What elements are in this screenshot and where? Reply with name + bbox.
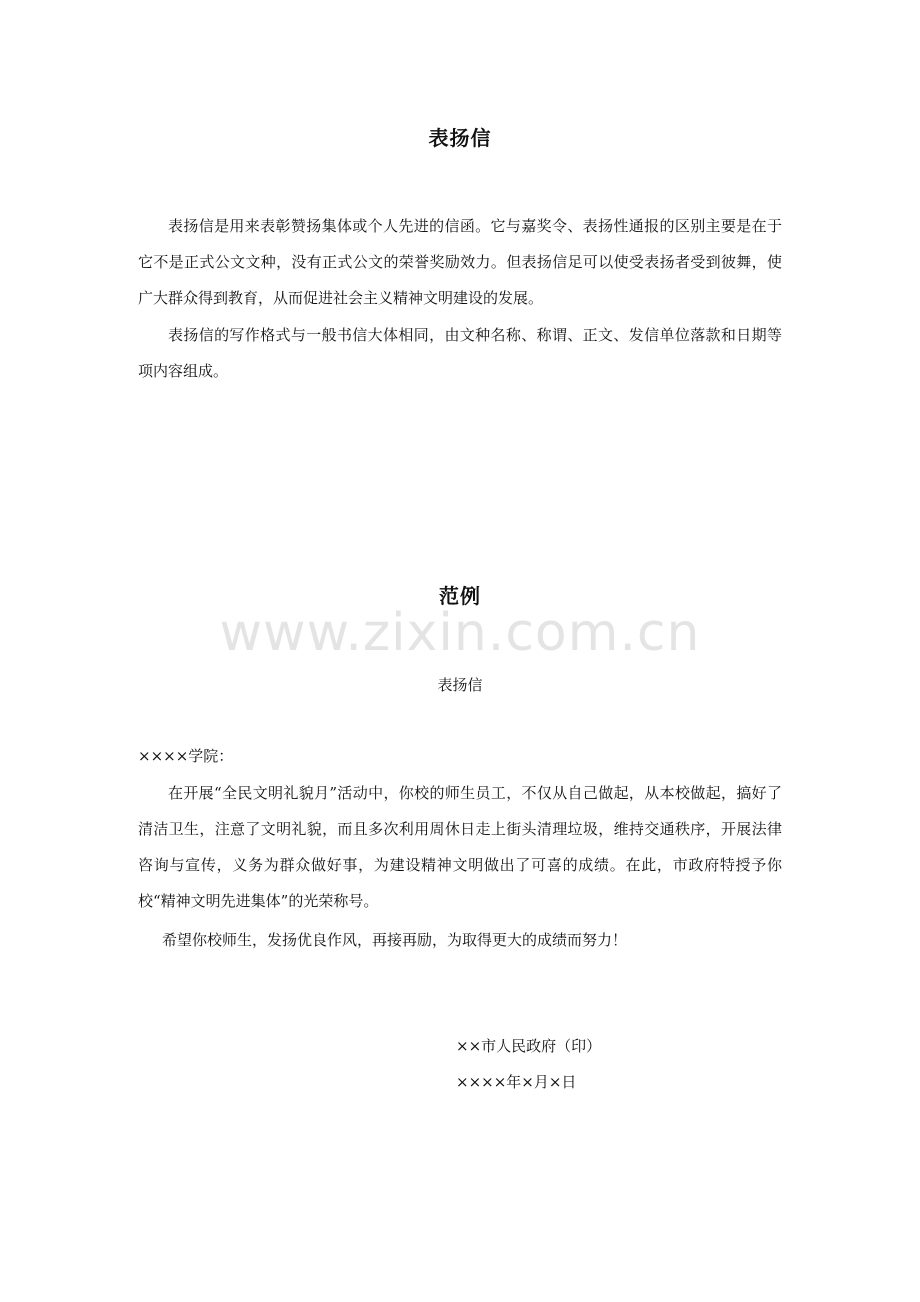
example-heading: 范例 [439,584,481,608]
letter-body-paragraph-2: 希望你校师生，发扬优良作风，再接再励，为取得更大的成绩而努力！ [162,931,628,949]
document-title: 表扬信 [428,126,492,150]
signature-organization: ××市人民政府（印） [456,1037,602,1055]
intro-paragraph-1: 表扬信是用来表彰赞扬集体或个人先进的信函。它与嘉奖令、表扬性通报的区别主要是在于它不是正式公文文种，没有正式公文的荣誉奖励效力。但表扬信足可以使受表扬者受到彼舞，使广大群众得到教育，从而促进社会主义精神文明建设的发展。 [138,217,782,307]
watermark: www.zixin.com.cn [219,603,701,663]
letter-body-paragraph-1: 在开展“全民文明礼貌月”活动中，你校的师生员工，不仅从自己做起，从本校做起，搞好了清洁卫生，注意了文明礼貌，而且多次利用周休日走上街头清理垃圾，维持交通秩序，开展法律咨询与宣传，义务为群众做好事，为建设精神文明做出了可喜的成绩。在此，市政府特授予你校“精神文明先进集体”的光荣称号。 [138,784,782,910]
letter-title: 表扬信 [437,676,483,694]
letter-salutation: ××××学院： [138,747,234,765]
signature-date: ××××年×月×日 [456,1073,577,1091]
intro-paragraph-2: 表扬信的写作格式与一般书信大体相同，由文种名称、称谓、正文、发信单位落款和日期等项内容组成。 [138,326,782,380]
